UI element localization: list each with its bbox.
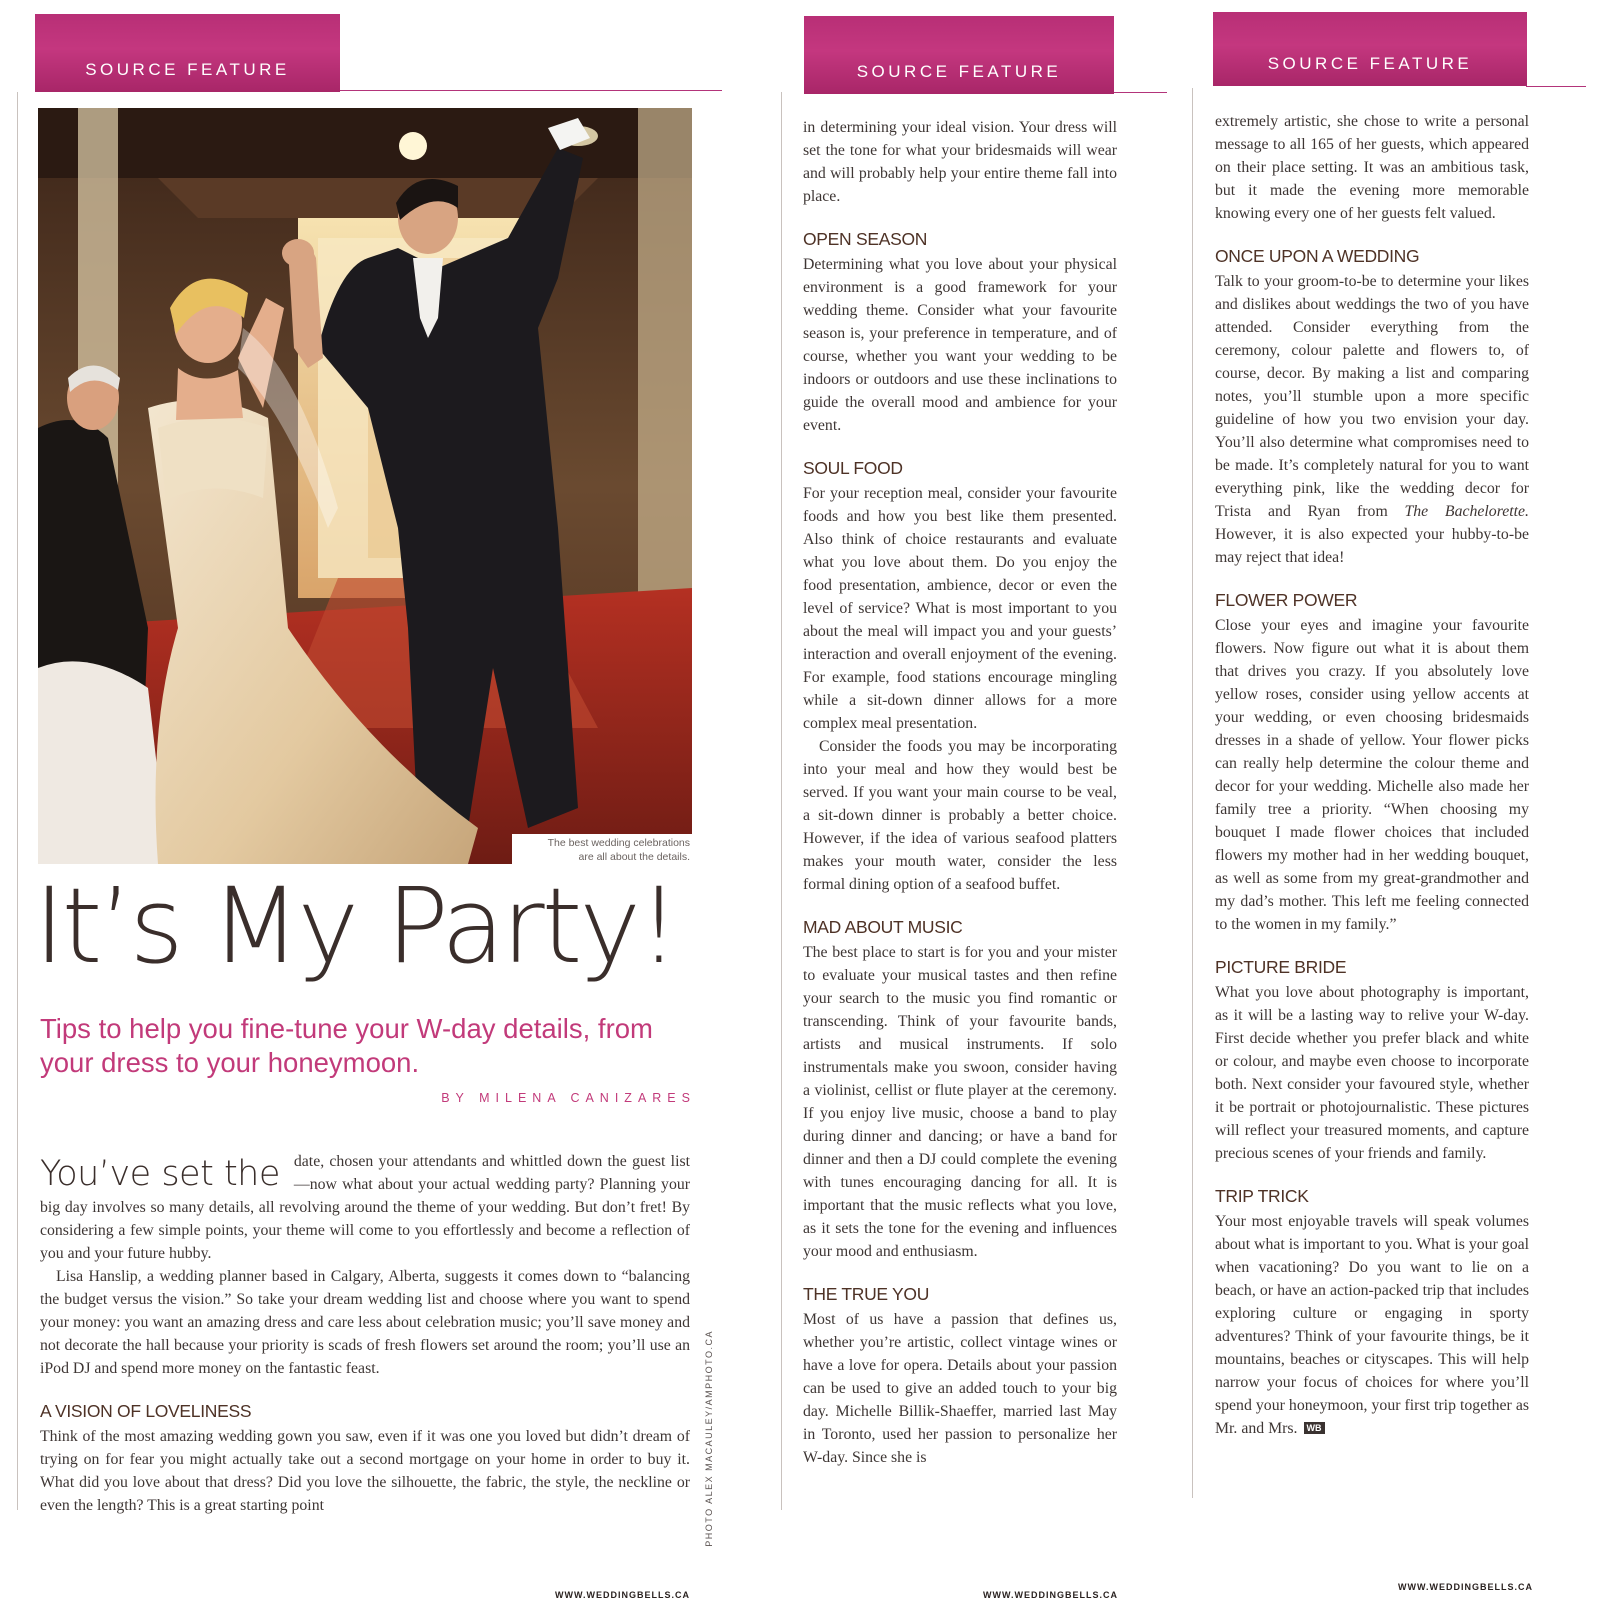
- subhead-picture-bride: PICTURE BRIDE: [1215, 957, 1347, 977]
- page3-body: [1215, 110, 1529, 1440]
- vision-paragraph: Think of the most amazing wedding gown you saw, even if it was one you loved but didn’t dream of trying on for fear you might actually take out a second mortgage on your home in order to buy it. What did you love about that dress? Did you love the silhouette, the fabric, the style, the neckline or even the length? This is a great starting point: [40, 1428, 690, 1514]
- section-gap: [803, 208, 1117, 228]
- article-dek: Tips to help you fine-tune your W-day details, from your dress to your honeymoon.: [40, 1013, 653, 1078]
- trip-trick-paragraph: [1215, 1210, 1529, 1440]
- vision-paragraph-continued: in determining your ideal vision. Your dress will set the tone for what your bridesmaids will wear and will probably help your entire theme fall into place.: [803, 119, 1117, 205]
- once-upon-text-a: Talk to your groom-to-be to determine your likes and dislikes about weddings the two of you have attended. Consider everything from the ceremony, colour palette and flowers to, of course, decor. By making a list and comparing notes, you’ll stumble upon a more specific guideline of how you two envision your day. You’ll also determine what compromises need to be made. It’s completely natural for you to want everything pink, like the wedding decor for Trista and Ryan from: [1215, 273, 1529, 520]
- section-gap: [803, 1263, 1117, 1283]
- subhead-trip-trick: TRIP TRICK: [1215, 1186, 1309, 1206]
- wedding-couple-illustration: [38, 108, 692, 864]
- true-you-paragraph: Most of us have a passion that defines us, whether you’re artistic, collect vintage wines or have a love for opera. Details about your passion can be used to give an added touch to your big day. Michelle Billik-Shaeffer, married last May in Toronto, used her passion to personalize her W-day. Since she is: [803, 1311, 1117, 1466]
- once-upon-text-b: However, it is also expected your hubby-to-be may reject that idea!: [1215, 526, 1529, 566]
- section-tab-page1: [35, 14, 340, 92]
- subhead-vision-of-loveliness: A VISION OF LOVELINESS: [40, 1401, 252, 1421]
- photo-caption-line1: The best wedding celebrations: [547, 837, 690, 849]
- wedding-photo: [38, 108, 692, 864]
- section-gap: [1215, 569, 1529, 589]
- section-gap: [1215, 936, 1529, 956]
- section-gap: [803, 437, 1117, 457]
- section-label: SOURCE FEATURE: [85, 60, 290, 79]
- intro-paragraph-2: Lisa Hanslip, a wedding planner based in Calgary, Alberta, suggests it comes down to “balancing the budget versus the vision.” So take your dream wedding list and choose where you want to spend your money: you want an amazing dress and care less about celebration music; you’ll save money and not decorate the hall because your priority is scads of fresh flowers set around the room; you’ll use an iPod DJ and spend more money on the fantastic feast.: [40, 1268, 690, 1377]
- subhead-flower-power: FLOWER POWER: [1215, 590, 1358, 610]
- section-gap: [40, 1380, 690, 1400]
- footer-url-page1: WWW.WEDDINGBELLS.CA: [555, 1590, 690, 1600]
- section-gap: [1215, 225, 1529, 245]
- page3-left-rule: [1192, 88, 1193, 1498]
- section-label: SOURCE FEATURE: [856, 62, 1062, 81]
- page1-body: [40, 1150, 690, 1517]
- article-headline: It’s My Party!: [34, 865, 677, 987]
- intro-paragraph-1-text: date, chosen your attendants and whittled down the guest list—now what about your actual wedding party? Planning your big day involves so many details, all revolving around the theme of your wedding. But don’t fret! By considering a few simple points, your theme will come to you effortlessly and become a reflection of you and your future hubby.: [40, 1153, 690, 1262]
- photo-caption-line2: are all about the details.: [578, 851, 690, 863]
- picture-bride-paragraph: What you love about photography is important, as it will be a lasting way to relive your W-day. First decide whether you prefer black and white or colour, and maybe even choose to incorporate both. Next consider your favoured style, whether it be portrait or photojournalistic. These pictures will reflect your treasured moments, and capture precious scenes of your friends and family.: [1215, 984, 1529, 1162]
- page2-body: [803, 116, 1117, 1469]
- page2-header-rule: [1113, 92, 1167, 93]
- open-season-paragraph: Determining what you love about your physical environment is a good framework for your wedding theme. Consider what your favourite season is, your preference in temperature, and of course, whether you want your wedding to be indoors or outdoors and use these inclinations to guide the overall mood and ambience for your event.: [803, 256, 1117, 434]
- section-tab-page3: [1213, 12, 1527, 86]
- true-you-paragraph-continued: extremely artistic, she chose to write a personal message to all 165 of her guests, which appeared on their place setting. It was an ambitious task, but it made the evening more memorable knowing every one of her guests felt valued.: [1215, 113, 1529, 222]
- once-upon-paragraph: [1215, 270, 1529, 569]
- footer-url-page3: WWW.WEDDINGBELLS.CA: [1398, 1582, 1533, 1592]
- page3-header-rule: [1526, 86, 1586, 87]
- page1-left-rule: [17, 92, 18, 1510]
- show-title: The Bachelorette.: [1404, 503, 1530, 520]
- intro-paragraph-1: [40, 1150, 690, 1265]
- trip-trick-text: Your most enjoyable travels will speak volumes about what is important to you. What is your goal when vacationing? Do you want to lie on a beach, or have an action-packed trip that includes exploring culture or engaging in sporty adventures? Think of your favourite things, be it mountains, beaches or cityscapes. This will help narrow your focus of choices for where you’ll spend your honeymoon, your first trip together as Mr. and Mrs.: [1215, 1213, 1529, 1437]
- soul-food-paragraph-1: For your reception meal, consider your favourite foods and how you best like them presented. Also think of choice restaurants and evaluate what you love about them. Do you enjoy the food presentation, ambience, decor or even the level of service? What is most important to you about the meal will impact you and your guests’ interaction and overall enjoyment of the evening. For example, food stations encourage mingling while a sit-down dinner allows for a more complex meal presentation.: [803, 485, 1117, 732]
- article-byline: BY MILENA CANIZARES: [441, 1091, 696, 1105]
- subhead-soul-food: SOUL FOOD: [803, 458, 903, 478]
- subhead-mad-about-music: MAD ABOUT MUSIC: [803, 917, 963, 937]
- music-paragraph: The best place to start is for you and your mister to evaluate your musical tastes and then refine your search to the music you find romantic or transcending. Think of your favourite bands, artists and musical instruments. If solo instrumentals make you swoon, consider having a violinist, cellist or flute player at the ceremony. If you enjoy live music, choose a band to play during dinner and dancing; or have a band for dinner and then a DJ could complete the evening with tunes encouraging dancing for all. It is important that the music reflects what you love, as it sets the tone for the evening and influences your mood and enthusiasm.: [803, 944, 1117, 1260]
- subhead-the-true-you: THE TRUE YOU: [803, 1284, 930, 1304]
- soul-food-paragraph-2: Consider the foods you may be incorporating into your meal and how they would best be served. If you want your main course to be veal, a sit-down dinner is probably a better choice. However, if the idea of various seafood platters makes your mouth water, consider the less formal dining option of a seafood buffet.: [803, 738, 1117, 893]
- page2-left-rule: [781, 92, 782, 1510]
- end-mark-icon: WB: [1304, 1422, 1325, 1434]
- subhead-open-season: OPEN SEASON: [803, 229, 928, 249]
- subhead-once-upon-a-wedding: ONCE UPON A WEDDING: [1215, 246, 1420, 266]
- footer-url-page2: WWW.WEDDINGBELLS.CA: [983, 1590, 1118, 1600]
- flower-power-paragraph: Close your eyes and imagine your favourite flowers. Now figure out what it is about them that drives you crazy. If you absolutely love yellow roses, consider using yellow accents at your wedding, or even choosing bridesmaids dresses in a shade of yellow. Your flower picks can really help determine the colour theme and decor for your wedding. Michelle also made her family tree a priority. “When choosing my bouquet I made flower choices that included flowers my mother had in her wedding bouquet, as well as some from my great-grandmother and my dad’s mother. This left me feeling connected to the women in my family.”: [1215, 617, 1529, 933]
- photo-caption: [512, 834, 692, 864]
- photo-credit: PHOTO ALEX MACAULEY/AMPHOTO.CA: [704, 1330, 714, 1547]
- lead-in: You’ve set the: [40, 1154, 280, 1194]
- section-gap: [1215, 1165, 1529, 1185]
- section-label: SOURCE FEATURE: [1267, 54, 1473, 73]
- page1-header-rule: [340, 90, 722, 91]
- section-tab-page2: [804, 16, 1114, 94]
- section-gap: [803, 896, 1117, 916]
